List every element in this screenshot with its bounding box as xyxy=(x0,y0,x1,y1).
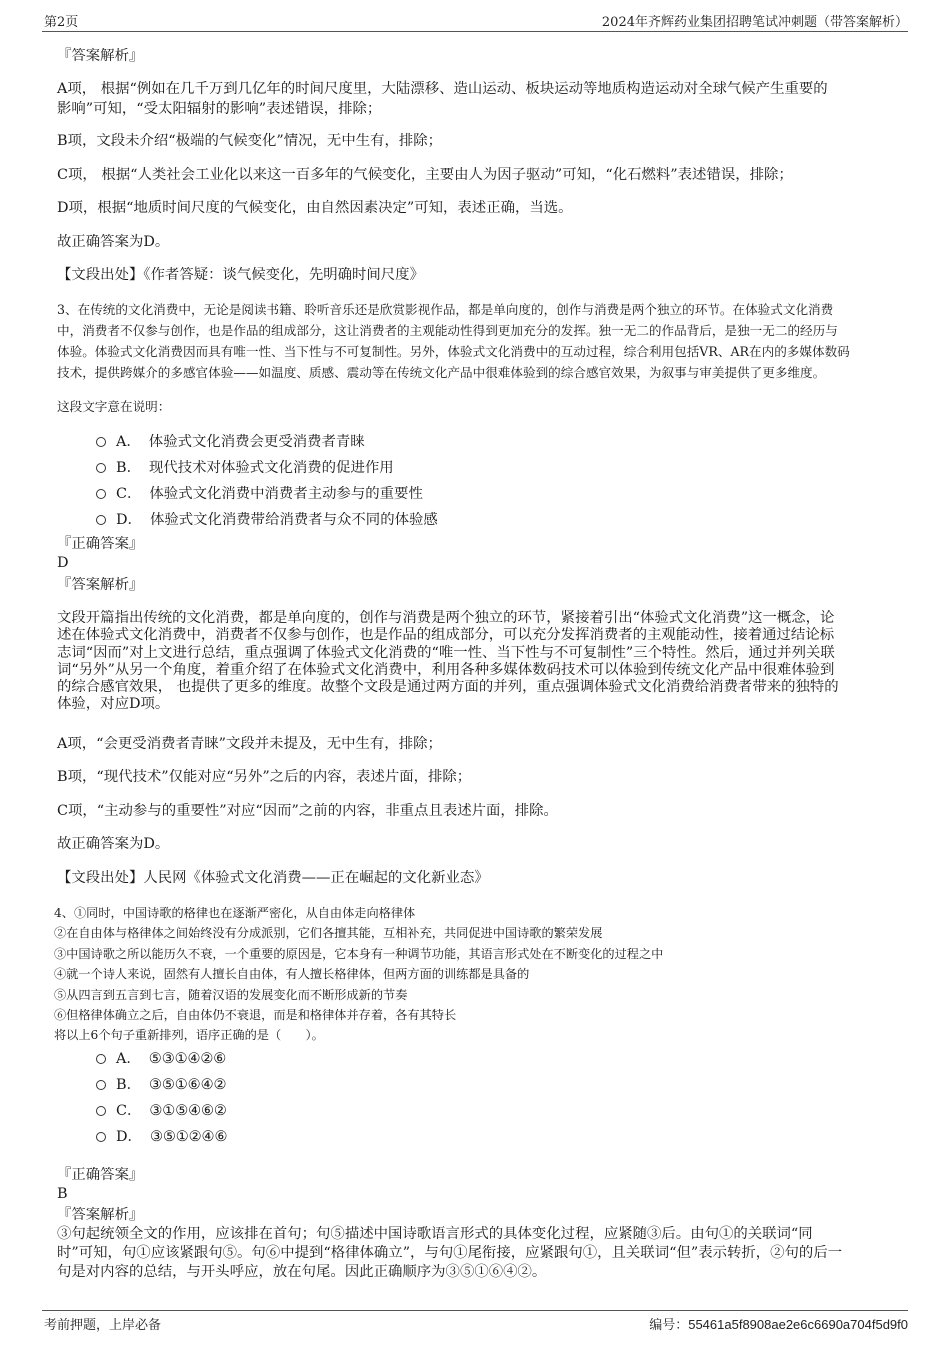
q2-source: 【文段出处】《作者答疑：谈气候变化，先明确时间尺度》 xyxy=(57,267,424,283)
q3-source: 【文段出处】人民网《体验式文化消费——正在崛起的文化新业态》 xyxy=(57,870,489,886)
q3-analysis-label: 『答案解析』 xyxy=(57,577,144,593)
q3-analysis-line-5: 的综合感官效果， 也提供了更多的维度。故整个文段是通过两方面的并列，重点强调体验式文化消费给消费者带来的独特的 xyxy=(57,679,839,696)
q2-analysis-d: D项，根据“地质时间尺度的气候变化，由自然因素决定”可知，表述正确，当选。 xyxy=(57,200,573,216)
radio-icon[interactable] xyxy=(96,1080,106,1090)
q2-analysis-a xyxy=(57,80,828,119)
q3-option-b[interactable]: B． 现代技术对体验式文化消费的促进作用 xyxy=(96,456,394,477)
page-number: 第2页 xyxy=(44,15,79,30)
radio-icon[interactable] xyxy=(96,463,106,473)
q3-option-d[interactable]: D． 体验式文化消费带给消费者与众不同的体验感 xyxy=(96,508,438,529)
q4-option-c[interactable]: C． ③①⑤④⑥② xyxy=(96,1099,227,1120)
q3-answer: D xyxy=(57,555,69,571)
q2-analysis-c: C项， 根据“人类社会工业化以来这一百多年的气候变化，主要由人为因子驱动”可知，“化石燃料”表述错误，排除； xyxy=(57,167,793,183)
q4-analysis-line-3: 句是对内容的总结，与开头呼应，放在句尾。因此正确顺序为③⑤①⑥④②。 xyxy=(57,1264,547,1280)
q4-option-d[interactable]: D． ③⑤①②④⑥ xyxy=(96,1125,227,1146)
q3-answer-label: 『正确答案』 xyxy=(57,536,144,552)
q3-stem xyxy=(57,299,850,383)
q3-analysis xyxy=(57,610,839,714)
q3-question: 这段文字意在说明： xyxy=(57,399,171,414)
q2-conclusion: 故正确答案为D。 xyxy=(57,234,170,250)
radio-icon[interactable] xyxy=(96,1132,106,1142)
q4-analysis-line-2: 时”可知，句①应该紧跟句⑤。句⑥中提到“格律体确立”，与句①尾衔接，应紧跟句①，且关联词“但”表示转折，②句的后一 xyxy=(57,1245,843,1261)
footer-slogan: 考前押题，上岸必备 xyxy=(44,1318,162,1333)
q3-analysis-line-4: 词“另外”从另一个角度，着重介绍了在体验式文化消费中，利用各种多媒体数码技术可以体验到传统文化产品中很难体验到 xyxy=(57,661,835,678)
q4-option-a[interactable]: A． ⑤③①④②⑥ xyxy=(96,1047,226,1068)
q3-stem-line-3: 体验。体验式文化消费因而具有唯一性、当下性与不可复制性。另外，体验式文化消费中的互动过程，综合利用包括VR、AR在内的多媒体数码 xyxy=(57,344,850,359)
radio-icon[interactable] xyxy=(96,1054,106,1064)
q3-analysis-c: C项，“主动参与的重要性”对应“因而”之前的内容，非重点且表述片面，排除。 xyxy=(57,803,558,819)
document-title: 2024年齐辉药业集团招聘笔试冲刺题（带答案解析） xyxy=(601,15,908,30)
footer-code-value: 55461a5f8908ae2e6c6690a704f5d9f0 xyxy=(688,1317,908,1332)
q3-conclusion: 故正确答案为D。 xyxy=(57,836,170,852)
q4-sentence: ⑤从四言到五言到七言，随着汉语的发展变化而不断形成新的节奏 xyxy=(54,987,408,1002)
footer-rule xyxy=(42,1310,908,1311)
radio-icon[interactable] xyxy=(96,515,106,525)
q4-answer: B xyxy=(57,1186,68,1202)
q4-sentence: 4、①同时，中国诗歌的格律也在逐渐严密化，从自由体走向格律体 xyxy=(54,906,416,920)
q4-analysis xyxy=(57,1225,842,1282)
q3-analysis-line-3: 志词“因而”对上文进行总结，重点强调了体验式文化消费的“唯一性、当下性与不可复制性”三个特性。然后，通过并列关联 xyxy=(57,644,835,661)
q2-a-line-2: 影响”可知，“受太阳辐射的影响”表述错误，排除； xyxy=(57,100,382,117)
q4-analysis-line-1: ③句起统领全文的作用，应该排在首句；句⑤描述中国诗歌语言形式的具体变化过程，应紧随③后。由句①的关联词“同 xyxy=(57,1226,813,1242)
q4-analysis-label: 『答案解析』 xyxy=(57,1207,144,1223)
q4-sentence: ②在自由体与格律体之间始终没有分成派别，它们各擅其能，互相补充，共同促进中国诗歌的繁荣发展 xyxy=(54,926,603,941)
q3-analysis-b: B项，“现代技术”仅能对应“另外”之后的内容，表述片面，排除； xyxy=(57,769,472,785)
q3-option-c[interactable]: C． 体验式文化消费中消费者主动参与的重要性 xyxy=(96,482,423,503)
q3-option-a[interactable]: A． 体验式文化消费会更受消费者青睐 xyxy=(96,430,365,451)
q4-stem xyxy=(54,903,663,1046)
q4-option-b[interactable]: B． ③⑤①⑥④② xyxy=(96,1073,226,1094)
q3-analysis-line-1: 文段开篇指出传统的文化消费，都是单向度的，创作与消费是两个独立的环节，紧接着引出“体验式文化消费”这一概念，论 xyxy=(57,610,835,626)
q4-sentence: ④就一个诗人来说，固然有人擅长自由体，有人擅长格律体，但两方面的训练都是具备的 xyxy=(54,967,530,982)
radio-icon[interactable] xyxy=(96,489,106,499)
footer-code-label: 编号： xyxy=(649,1318,689,1333)
q4-answer-label: 『正确答案』 xyxy=(57,1167,144,1183)
q4-sentence: ⑥但格律体确立之后，自由体仍不衰退，而是和格律体并存着，各有其特长 xyxy=(54,1008,457,1023)
radio-icon[interactable] xyxy=(96,1106,106,1116)
q3-analysis-line-6: 体验，对应D项。 xyxy=(57,696,170,713)
header-rule xyxy=(42,31,908,32)
q2-a-line-1: A项， 根据“例如在几千万到几亿年的时间尺度里，大陆漂移、造山运动、板块运动等地质构造运动对全球气候产生重要的 xyxy=(57,81,828,97)
q4-sentence: ③中国诗歌之所以能历久不衰，一个重要的原因是，它本身有一种调节功能，其语言形式处在不断变化的过程之中 xyxy=(54,946,664,961)
q3-analysis-line-2: 述在体验式文化消费中，消费者不仅参与创作，也是作品的组成部分，可以充分发挥消费者的主观能动性，接着通过结论标 xyxy=(57,627,835,644)
q3-stem-line-4: 技术，提供跨媒介的多感官体验——如温度、质感、震动等在传统文化产品中很难体验到的综合感官效果，为叙事与审美提供了更多维度。 xyxy=(57,365,826,380)
q2-analysis-b: B项，文段未介绍“极端的气候变化”情况，无中生有，排除； xyxy=(57,133,443,149)
radio-icon[interactable] xyxy=(96,437,106,447)
q2-analysis-label: 『答案解析』 xyxy=(57,48,144,64)
q4-question: 将以上6个句子重新排列，语序正确的是（ ）。 xyxy=(54,1028,324,1043)
q3-stem-line-1: 3、在传统的文化消费中，无论是阅读书籍、聆听音乐还是欣赏影视作品，都是单向度的，创作与消费是两个独立的环节。在体验式文化消费 xyxy=(57,302,834,317)
footer-code xyxy=(649,1314,908,1333)
q3-stem-line-2: 中，消费者不仅参与创作，也是作品的组成部分，这让消费者的主观能动性得到更加充分的发挥。独一无二的作品背后，是独一无二的经历与 xyxy=(57,323,838,338)
q3-analysis-a: A项，“会更受消费者青睐”文段并未提及，无中生有，排除； xyxy=(57,736,442,752)
